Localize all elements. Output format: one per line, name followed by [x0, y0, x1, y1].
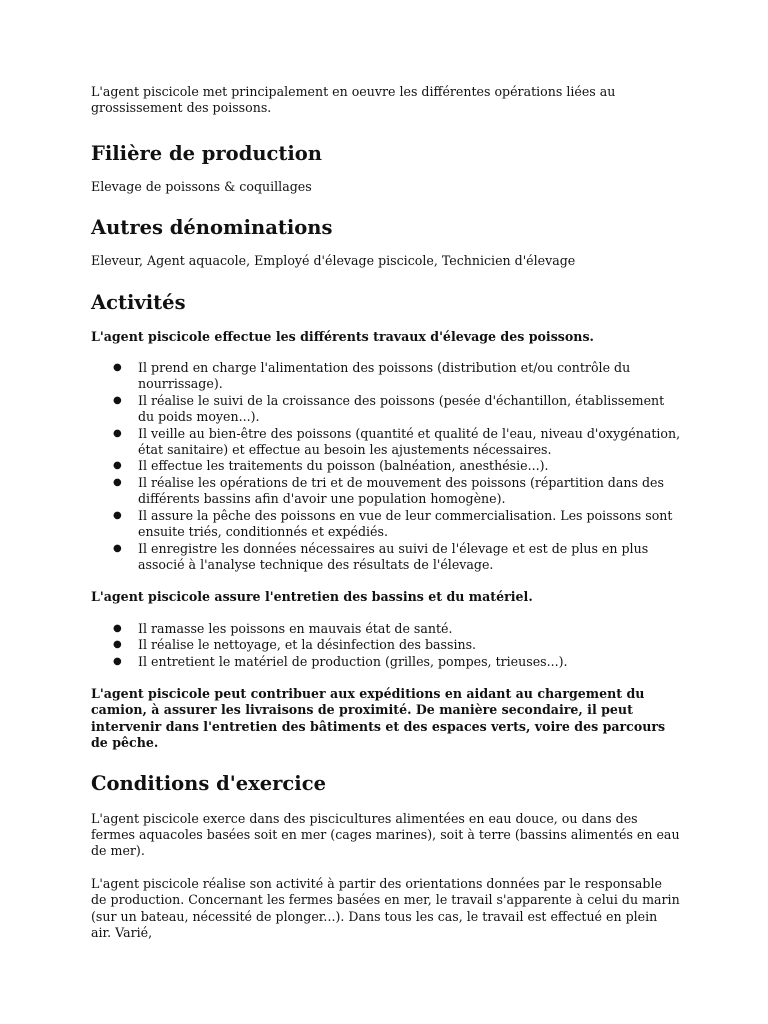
list-item	[113, 620, 681, 637]
activites-list-elevage	[91, 360, 681, 573]
list-item	[113, 540, 681, 574]
heading-activites: Activités	[91, 290, 186, 314]
activites-lead-elevage: L'agent piscicole effectue les différents travaux d'élevage des poissons.	[91, 328, 594, 344]
bullet-icon: ●	[113, 639, 122, 651]
heading-filiere: Filière de production	[91, 141, 322, 165]
activites-lead-expeditions: L'agent piscicole peut contribuer aux expéditions en aidant au chargement du camion, à assurer les livraisons de proximité. De manière secondaire, il peut intervenir dans l'entretien des bâtiments et des espaces verts, voire des parcours de pêche.	[91, 685, 666, 751]
list-item-text: Il enregistre les données nécessaires au suivi de l'élevage et est de plus en plus associé à l'analyse technique des résultats de l'élevage.	[138, 540, 649, 572]
bullet-icon: ●	[113, 476, 122, 488]
bullet-icon: ●	[113, 542, 122, 554]
list-item	[113, 392, 681, 426]
list-item	[113, 360, 681, 393]
bullet-icon: ●	[113, 427, 122, 439]
list-item	[113, 458, 681, 474]
filiere-text: Elevage de poissons & coquillages	[91, 178, 312, 194]
document-page	[91, 84, 681, 941]
list-item-text: Il veille au bien-être des poissons (quantité et qualité de l'eau, niveau d'oxygénation, état sanitaire) et effectue au besoin les ajustements nécessaires.	[138, 425, 681, 458]
autres-denominations-text: Eleveur, Agent aquacole, Employé d'élevage piscicole, Technicien d'élevage	[91, 253, 576, 269]
activites-list-entretien	[91, 621, 681, 670]
bullet-icon: ●	[113, 622, 122, 634]
intro-paragraph: L'agent piscicole met principalement en oeuvre les différentes opérations liées au grossissement des poissons.	[91, 84, 616, 116]
bullet-icon: ●	[113, 394, 122, 406]
list-item	[113, 474, 681, 508]
list-item-text: Il entretient le matériel de production (grilles, pompes, trieuses...).	[138, 653, 568, 669]
list-item-text: Il réalise le nettoyage, et la désinfection des bassins.	[138, 637, 477, 653]
list-item-text: Il effectue les traitements du poisson (balnéation, anesthésie...).	[138, 458, 549, 474]
list-item-text: Il réalise les opérations de tri et de mouvement des poissons (répartition dans des différents bassins afin d'avoir une population homogène).	[138, 474, 664, 507]
list-item	[113, 653, 681, 670]
bullet-icon: ●	[113, 362, 122, 374]
conditions-paragraph-2: L'agent piscicole réalise son activité à partir des orientations données par le responsable de production. Concernant les fermes basées en mer, le travail s'apparente à celui du marin (sur un bateau, nécessité de plonger...). Dans tous les cas, le travail est effectué en plein air. Varié,	[91, 875, 680, 940]
heading-conditions-exercice: Conditions d'exercice	[91, 771, 326, 795]
list-item	[113, 425, 681, 459]
list-item-text: Il assure la pêche des poissons en vue de leur commercialisation. Les poissons sont ensuite triés, conditionnés et expédiés.	[138, 507, 673, 540]
heading-autres-denominations: Autres dénominations	[91, 216, 333, 240]
conditions-paragraph-1: L'agent piscicole exerce dans des piscicultures alimentées en eau douce, ou dans des fermes aquacoles basées soit en mer (cages marines), soit à terre (bassins alimentés en eau de mer).	[91, 810, 680, 859]
activites-lead-entretien: L'agent piscicole assure l'entretien des bassins et du matériel.	[91, 589, 533, 605]
bullet-icon: ●	[113, 655, 122, 667]
list-item	[113, 637, 681, 653]
list-item	[113, 507, 681, 541]
list-item-text: Il réalise le suivi de la croissance des poissons (pesée d'échantillon, établissement du poids moyen...).	[138, 392, 665, 425]
list-item-text: Il prend en charge l'alimentation des poissons (distribution et/ou contrôle du nourrissage).	[138, 360, 631, 392]
bullet-icon: ●	[113, 509, 122, 521]
bullet-icon: ●	[113, 460, 122, 472]
list-item-text: Il ramasse les poissons en mauvais état de santé.	[138, 620, 453, 636]
